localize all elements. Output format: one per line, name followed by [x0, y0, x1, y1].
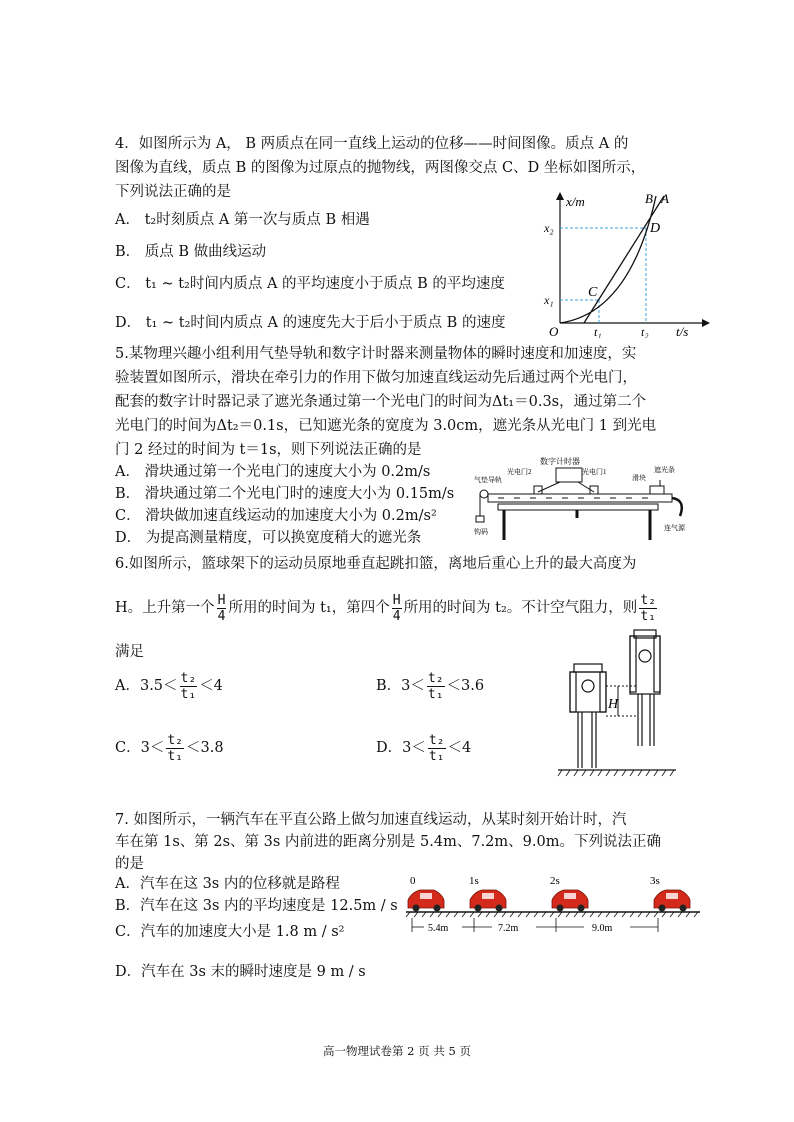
car-icon-2s — [552, 890, 588, 912]
frac-t-den: t₁ — [640, 608, 656, 624]
x2-label: x₂ — [544, 221, 554, 235]
q4-option-c: C． t₁ ~ t₂时间内质点 A 的平均速度小于质点 B 的平均速度 — [115, 276, 505, 292]
q6-b-num: t₂ — [427, 670, 444, 686]
q4-option-a: A． t₂时刻质点 A 第一次与质点 B 相遇 — [115, 212, 370, 228]
q7-option-d: D．汽车在 3s 末的瞬时速度是 9 m / s — [115, 964, 366, 980]
car-icon-3s — [654, 890, 690, 912]
slider-label: 滑块 — [632, 474, 646, 482]
q6-stem-line-2 — [115, 592, 659, 624]
frac-h-over-4 — [217, 593, 227, 624]
page-footer: 高一物理试卷第 2 页 共 5 页 — [323, 1044, 471, 1058]
pulley-icon — [480, 490, 488, 498]
q6-a-pre: A．3.5＜ — [115, 678, 178, 694]
tick-0-label: 0 — [410, 875, 416, 887]
q6-b-frac — [427, 671, 445, 702]
tick-2s-label: 2s — [550, 875, 560, 887]
q6-a-frac — [180, 671, 198, 702]
digital-timer-icon — [556, 468, 582, 482]
q6-option-d — [376, 732, 471, 764]
q5-stem-line-2: 验装置如图所示，滑块在牵引力的作用下做匀加速直线运动先后通过两个光电门， — [115, 370, 637, 386]
q6-d-den: t₁ — [428, 748, 445, 764]
q4-stem-line-1: 4．如图所示为 A， B 两质点在同一直线上运动的位移——时间图像。质点 A 的 — [115, 136, 629, 152]
frac-h-den-b: 4 — [392, 608, 401, 624]
table-top — [498, 504, 658, 510]
label-a: A — [661, 191, 669, 206]
frac-h-num-b: H — [392, 592, 401, 608]
q5-air-track-figure — [474, 456, 704, 544]
q7-stem-line-2: 车在第 1s、第 2s、第 3s 内前进的距离分别是 5.4m、7.2m、9.0m。下列说法正确 — [115, 834, 661, 850]
q6-a-post: ＜4 — [199, 678, 223, 694]
parabola-b — [560, 196, 656, 323]
q4-xt-graph — [530, 188, 720, 338]
q5-stem-line-4: 光电门的时间为Δt₂＝0.1s，已知遮光条的宽度为 3.0cm，遮光条从光电门 1 到光电 — [115, 418, 657, 434]
frac-h-num: H — [217, 592, 226, 608]
frac-h-den: 4 — [217, 608, 226, 624]
q6-stem-line-1: 6.如图所示，篮球架下的运动员原地垂直起跳扣篮，离地后重心上升的最大高度为 — [115, 556, 637, 572]
air-source-label: 连气源 — [664, 524, 685, 532]
q7-option-c: C．汽车的加速度大小是 1.8 m / s² — [115, 924, 345, 940]
q5-stem-line-1: 5.某物理兴趣小组利用气垫导轨和数字计时器来测量物体的瞬时速度和加速度，实 — [115, 346, 637, 362]
tick-3s-label: 3s — [650, 875, 660, 887]
strip-label: 遮光条 — [654, 466, 675, 474]
gate2-label: 光电门2 — [507, 468, 532, 476]
q6-c-pre: C．3＜ — [115, 740, 165, 756]
q4-stem-line-2: 图像为直线，质点 B 的图像为过原点的抛物线，两图像交点 C、D 坐标如图所示， — [115, 160, 646, 176]
air-hose-icon — [672, 498, 682, 516]
line-a — [584, 196, 664, 323]
origin-label: O — [549, 324, 559, 338]
q7-option-b: B．汽车在这 3s 内的平均速度是 12.5m / s — [115, 898, 398, 914]
x-axis-label: x/m — [566, 194, 585, 209]
q6-b-post: ＜3.6 — [446, 678, 485, 694]
slider-icon — [650, 486, 664, 494]
q6-text-b: 所用的时间为 t₁，第四个 — [228, 600, 390, 616]
q6-c-frac — [166, 733, 184, 764]
q4-option-b: B． 质点 B 做曲线运动 — [115, 244, 267, 260]
timer-label: 数字计时器 — [540, 457, 580, 466]
t1-label: t₁ — [594, 325, 602, 338]
distance-2-label: 7.2m — [498, 923, 519, 934]
q5-option-d: D． 为提高测量精度，可以换宽度稍大的遮光条 — [115, 530, 422, 546]
tick-1s-label: 1s — [469, 875, 479, 887]
q6-stem-line-3: 满足 — [115, 644, 144, 660]
distance-3-label: 9.0m — [592, 923, 613, 934]
q7-car-road-figure — [404, 872, 704, 938]
h-label: H — [608, 697, 619, 712]
frac-h-over-4-b — [392, 593, 402, 624]
label-b: B — [645, 191, 653, 206]
q5-stem-line-3: 配套的数字计时器记录了遮光条通过第一个光电门的时间为Δt₁＝0.3s，通过第二个 — [115, 394, 647, 410]
t-axis-label: t/s — [676, 324, 689, 338]
q5-stem-line-5: 门 2 经过的时间为 t＝1s，则下列说法正确的是 — [115, 442, 422, 458]
car-icon-0 — [408, 890, 444, 912]
x1-label: x₁ — [544, 293, 554, 307]
q5-option-c: C． 滑块做加速直线运动的加速度大小为 0.2m/s² — [115, 508, 437, 524]
weight-icon — [476, 516, 484, 522]
t2-label: t₂ — [641, 325, 649, 338]
q6-b-pre: B．3＜ — [376, 678, 425, 694]
q5-option-a: A． 滑块通过第一个光电门的速度大小为 0.2m/s — [115, 464, 431, 480]
q6-c-post: ＜3.8 — [185, 740, 224, 756]
frac-t2-over-t1 — [639, 593, 657, 624]
q7-stem-line-3: 的是 — [115, 856, 144, 872]
player-jumping-icon — [630, 630, 660, 746]
q6-d-pre: D．3＜ — [376, 740, 426, 756]
q4-stem-line-3: 下列说法正确的是 — [115, 184, 231, 200]
rail-label: 气垫导轨 — [474, 476, 502, 484]
q6-jump-figure — [556, 628, 680, 778]
q4-option-d: D． t₁ ~ t₂时间内质点 A 的速度先大于后小于质点 B 的速度 — [115, 315, 506, 331]
q6-d-num: t₂ — [428, 732, 445, 748]
q6-b-den: t₁ — [427, 686, 444, 702]
q6-d-frac — [428, 733, 446, 764]
x-axis-arrow — [556, 192, 564, 200]
frac-t-num: t₂ — [640, 592, 656, 608]
player-standing-icon — [570, 664, 606, 768]
q6-text-a: H。上升第一个 — [115, 600, 215, 616]
q5-option-b: B． 滑块通过第二个光电门时的速度大小为 0.15m/s — [115, 486, 455, 502]
q6-c-num: t₂ — [167, 732, 183, 748]
q6-option-c — [115, 732, 224, 764]
car-icon-1s — [470, 890, 506, 912]
weight-label: 钩码 — [474, 528, 488, 536]
q7-option-a: A．汽车在这 3s 内的位移就是路程 — [115, 876, 340, 892]
distance-1-label: 5.4m — [428, 923, 449, 934]
q6-option-b — [376, 670, 484, 702]
label-c: C — [588, 285, 598, 300]
q7-stem-line-1: 7. 如图所示，一辆汽车在平直公路上做匀加速直线运动，从某时刻开始计时，汽 — [115, 812, 627, 828]
q6-a-den: t₁ — [180, 686, 197, 702]
q6-d-post: ＜4 — [447, 740, 472, 756]
t-axis-arrow — [702, 319, 710, 327]
label-d: D — [650, 221, 661, 236]
q6-c-den: t₁ — [167, 748, 183, 764]
q6-text-c: 所用的时间为 t₂。不计空气阻力，则 — [403, 600, 638, 616]
q6-a-num: t₂ — [180, 670, 197, 686]
gate1-label: 光电门1 — [582, 468, 607, 476]
q6-option-a — [115, 670, 223, 702]
